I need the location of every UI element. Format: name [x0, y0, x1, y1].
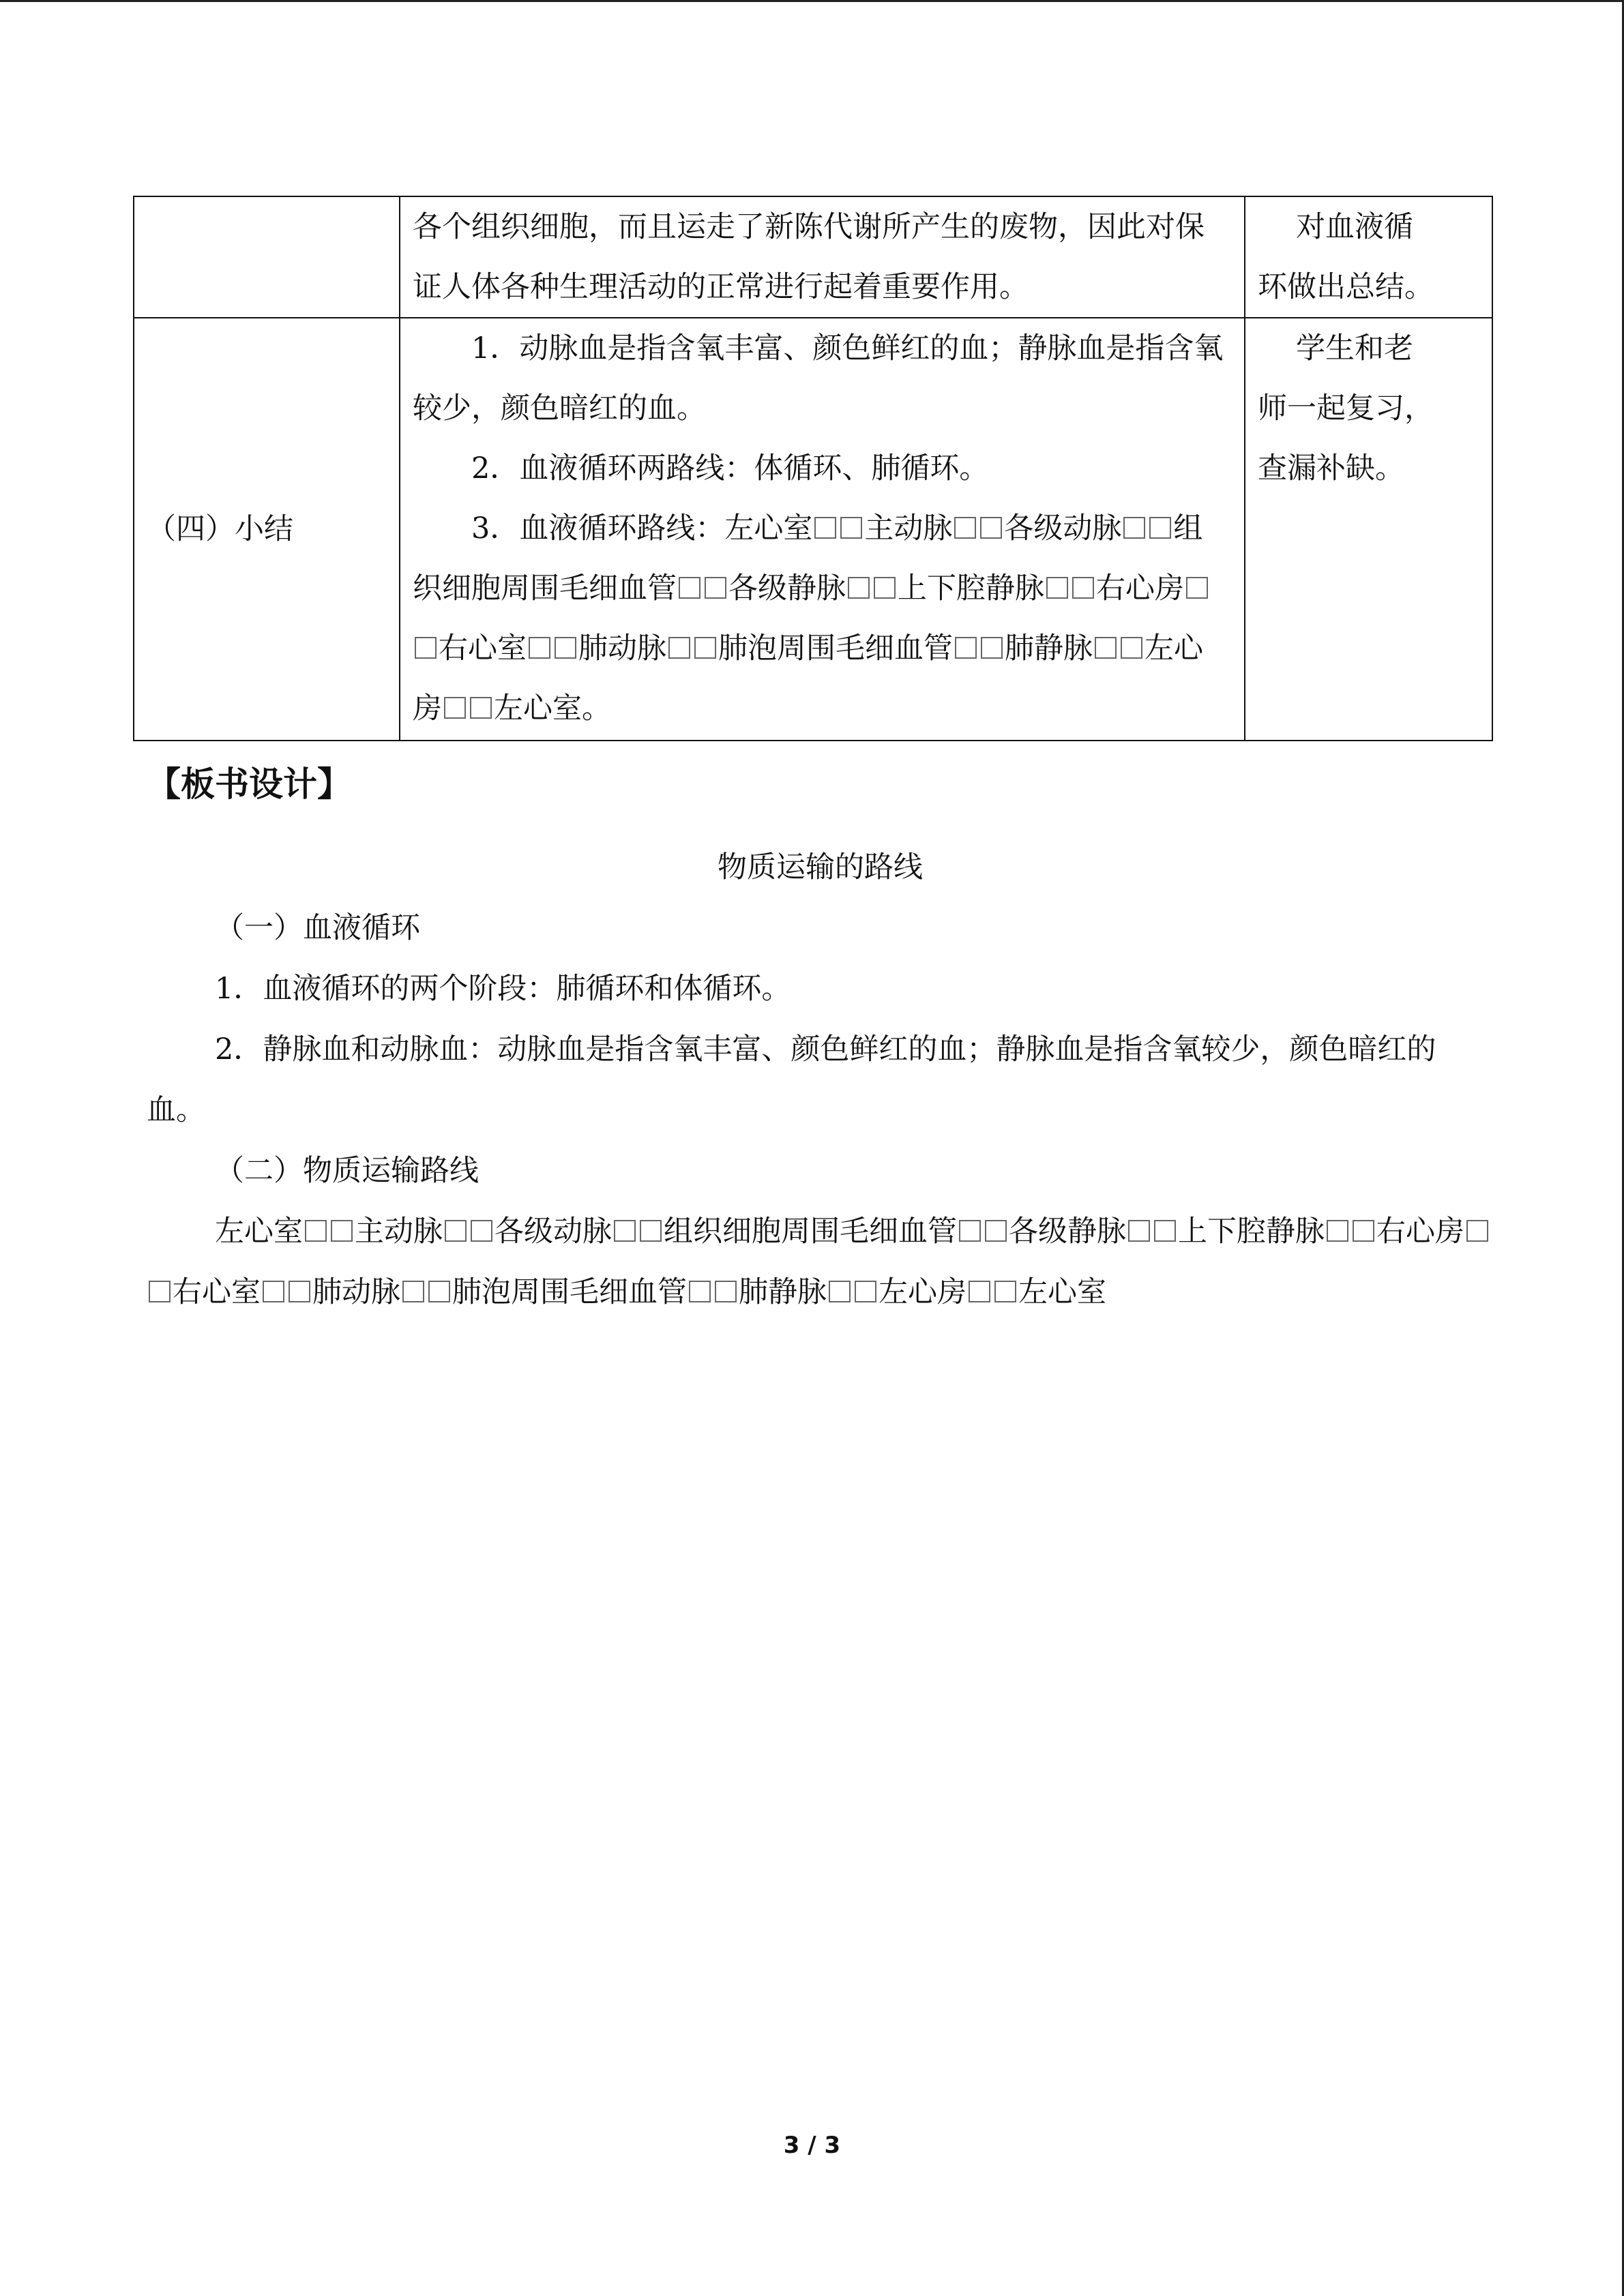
summary-item: 2．血液循环两路线：体循环、肺循环。	[471, 451, 989, 486]
activity-cell	[1245, 318, 1492, 741]
arrow-placeholder-icon	[555, 637, 576, 659]
arrow-placeholder-icon	[415, 637, 437, 659]
route-stop: 主动脉	[355, 1214, 443, 1249]
arrow-placeholder-icon	[1353, 1220, 1374, 1242]
activity-text-line: 查漏补缺。	[1258, 451, 1404, 486]
arrow-placeholder-icon	[263, 1281, 284, 1302]
arrow-placeholder-icon	[985, 1220, 1007, 1242]
route-stop: 左心房	[879, 1275, 966, 1309]
arrow-placeholder-icon	[1186, 577, 1208, 599]
board-section-heading: （一）血液循环	[215, 911, 420, 945]
route-stop: 肺动脉	[312, 1275, 400, 1309]
arrow-placeholder-icon	[840, 517, 862, 539]
route-stop: 右心室	[439, 631, 527, 666]
content-text: 各个组织细胞，而且运走了新陈代谢所产生的废物，因此对保证人体各种生理活动的正常进行起着重要作用。	[413, 210, 1205, 304]
arrow-placeholder-icon	[679, 577, 700, 599]
board-point: 1．血液循环的两个阶段：肺循环和体循环。	[215, 972, 791, 1006]
arrow-placeholder-icon	[428, 1281, 450, 1302]
route-stop: 左心房	[413, 631, 1203, 726]
activity-text-line: 师一起复习，	[1258, 391, 1434, 426]
page-top-border	[0, 0, 1624, 2]
route-stop: 右心房	[1096, 571, 1184, 606]
arrow-placeholder-icon	[402, 1281, 424, 1302]
arrow-placeholder-icon	[1072, 577, 1094, 599]
arrow-placeholder-icon	[471, 1220, 492, 1242]
route-stop: 左心室	[1018, 1275, 1106, 1309]
arrow-placeholder-icon	[1154, 1220, 1176, 1242]
route-stop: 组织细胞周围毛细血管	[664, 1214, 957, 1249]
route-stop: 肺泡周围毛细血管	[718, 631, 953, 666]
arrow-placeholder-icon	[149, 1281, 171, 1302]
activity-text-line: 环做出总结。	[1258, 270, 1434, 304]
arrow-placeholder-icon	[470, 697, 492, 719]
route-stop: 右心房	[1376, 1214, 1464, 1249]
arrow-placeholder-icon	[955, 637, 977, 659]
route-stop: 组织细胞周围毛细血管	[413, 511, 1203, 606]
route-stop: 上下腔静脉	[898, 571, 1044, 606]
arrow-placeholder-icon	[829, 1281, 851, 1302]
arrow-placeholder-icon	[994, 1281, 1016, 1302]
arrow-placeholder-icon	[848, 577, 870, 599]
route-stop: 右心室	[173, 1275, 261, 1309]
arrow-placeholder-icon	[689, 1281, 711, 1302]
activity-text-line: 对血液循	[1296, 210, 1413, 244]
route-stop: 各级静脉	[1009, 1214, 1126, 1249]
summary-route	[413, 498, 1232, 739]
arrow-placeholder-icon	[1046, 577, 1068, 599]
route-stop: 左心室	[215, 1214, 303, 1249]
arrow-placeholder-icon	[1121, 637, 1142, 659]
route-stop: 肺静脉	[739, 1275, 827, 1309]
arrow-placeholder-icon	[980, 517, 1002, 539]
arrow-placeholder-icon	[1095, 637, 1117, 659]
route-stop: 上下腔静脉	[1178, 1214, 1325, 1249]
route-stop: 肺泡周围毛细血管	[452, 1275, 687, 1309]
route-prefix: 3．血液循环路线：	[471, 511, 725, 546]
table-row	[134, 318, 1492, 741]
route-stop: 各级动脉	[1004, 511, 1122, 546]
arrow-placeholder-icon	[694, 637, 716, 659]
content-cell	[400, 196, 1245, 318]
arrow-placeholder-icon	[529, 637, 550, 659]
activity-text-line: 学生和老	[1296, 331, 1413, 366]
arrow-placeholder-icon	[1466, 1220, 1488, 1242]
stage-cell	[134, 196, 400, 318]
arrow-placeholder-icon	[289, 1281, 310, 1302]
route-stop: 肺静脉	[1005, 631, 1093, 666]
arrow-placeholder-icon	[1327, 1220, 1348, 1242]
route-stop: 各级动脉	[494, 1214, 612, 1249]
arrow-placeholder-icon	[715, 1281, 737, 1302]
arrow-placeholder-icon	[1149, 517, 1171, 539]
arrow-placeholder-icon	[640, 1220, 662, 1242]
board-section-heading: （二）物质运输路线	[215, 1154, 479, 1188]
page-number: 3 / 3	[783, 2132, 841, 2159]
route-stop: 左心室。	[494, 691, 611, 726]
stage-label: （四）小结	[147, 512, 293, 546]
arrow-placeholder-icon	[1128, 1220, 1150, 1242]
board-title: 物质运输的路线	[718, 850, 923, 884]
summary-item: 1．动脉血是指含氧丰富、颜色鲜红的血；静脉血是指含氧较少，颜色暗红的血。	[413, 331, 1224, 426]
content-cell	[400, 318, 1245, 741]
board-route-chain	[147, 1202, 1494, 1323]
arrow-placeholder-icon	[954, 517, 976, 539]
lesson-plan-table	[133, 196, 1493, 741]
arrow-placeholder-icon	[855, 1281, 876, 1302]
arrow-placeholder-icon	[874, 577, 896, 599]
board-design-heading: 【板书设计】	[147, 764, 351, 804]
arrow-placeholder-icon	[969, 1281, 990, 1302]
activity-cell	[1245, 196, 1492, 318]
route-stop: 肺动脉	[578, 631, 666, 666]
arrow-placeholder-icon	[705, 577, 726, 599]
arrow-placeholder-icon	[305, 1220, 327, 1242]
arrow-placeholder-icon	[981, 637, 1003, 659]
arrow-placeholder-icon	[814, 517, 836, 539]
route-stop: 各级静脉	[728, 571, 846, 606]
arrow-placeholder-icon	[959, 1220, 981, 1242]
route-stop: 主动脉	[864, 511, 953, 546]
table-row	[134, 196, 1492, 318]
arrow-placeholder-icon	[444, 697, 466, 719]
route-stop: 左心室	[724, 511, 813, 546]
board-design	[147, 837, 1494, 1323]
stage-cell	[134, 318, 400, 741]
arrow-placeholder-icon	[445, 1220, 467, 1242]
arrow-placeholder-icon	[614, 1220, 636, 1242]
arrow-placeholder-icon	[668, 637, 690, 659]
arrow-placeholder-icon	[1123, 517, 1145, 539]
board-point: 2．静脉血和动脉血：动脉血是指含氧丰富、颜色鲜红的血；静脉血是指含氧较少，颜色暗红的血。	[147, 1032, 1436, 1127]
arrow-placeholder-icon	[331, 1220, 353, 1242]
